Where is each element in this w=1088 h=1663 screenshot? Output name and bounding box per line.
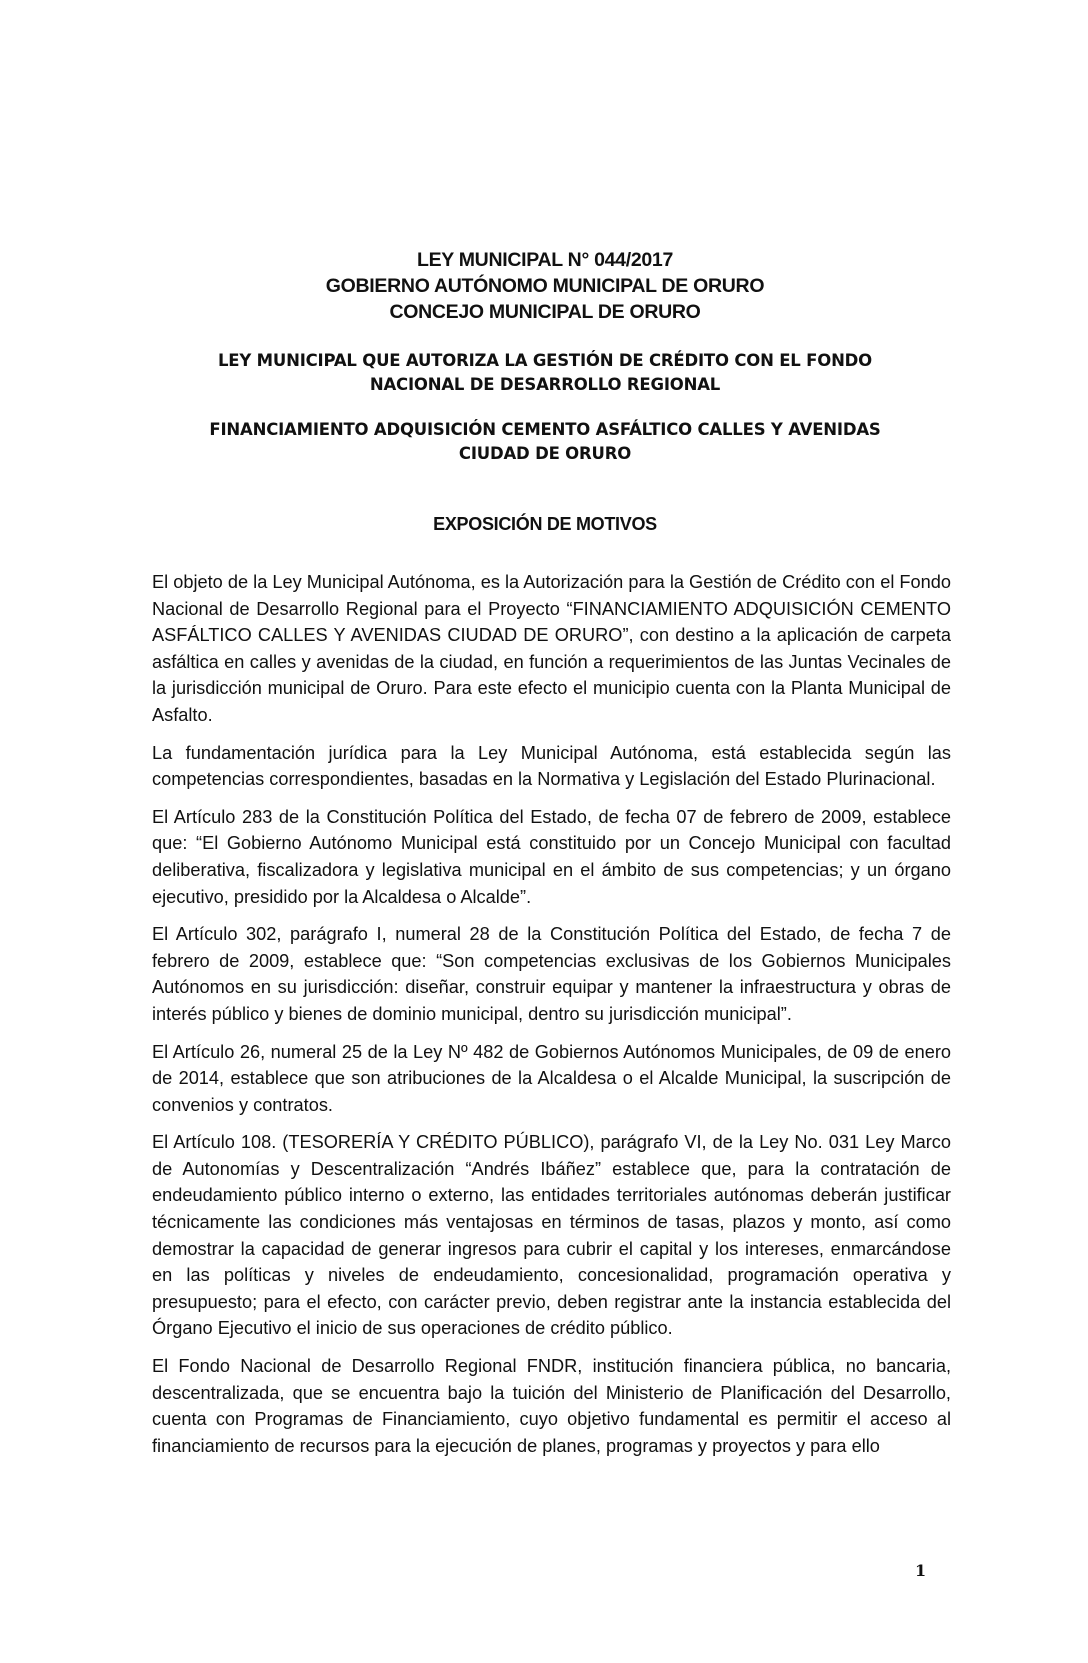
- law-title-line-1: LEY MUNICIPAL QUE AUTORIZA LA GESTIÓN DE CRÉDITO CON EL FONDO: [217, 351, 872, 370]
- paragraph: El Artículo 108. (TESORERÍA Y CRÉDITO PÚBLICO), parágrafo VI, de la Ley No. 031 Ley Marco de Autonomías y Descentralización “Andrés Ibáñez” establece que, para la contratación de endeudamiento público interno o externo, las entidades territoriales autónomas deberán justificar técnicamente las condiciones más ventajosas en términos de tasas, plazos y monto, así como demostrar la capacidad de generar ingresos para cubrir el capital y los intereses, enmarcándose en las políticas y niveles de endeudamiento, concesionalidad, programación operativa y presupuesto; para el efecto, con carácter previo, deben registrar ante la instancia establecida del Órgano Ejecutivo el inicio de sus operaciones de crédito público.: [152, 1132, 951, 1339]
- page-number: 1: [915, 1561, 927, 1580]
- paragraph: La fundamentación jurídica para la Ley Municipal Autónoma, está establecida según las competencias correspondientes, basadas en la Normativa y Legislación del Estado Plurinacional.: [152, 742, 951, 790]
- paragraph: El objeto de la Ley Municipal Autónoma, es la Autorización para la Gestión de Crédito con el Fondo Nacional de Desarrollo Regional para el Proyecto “FINANCIAMIENTO ADQUISICIÓN CEMENTO ASFÁLTICO CALLES Y AVENIDAS CIUDAD DE ORURO”, con destino a la aplicación de carpeta asfáltica en calles y avenidas de la ciudad, en función a requerimientos de las Juntas Vecinales de la jurisdicción municipal de Oruro. Para este efecto el municipio cuenta con la Planta Municipal de Asfalto.: [152, 572, 951, 725]
- paragraph: El Fondo Nacional de Desarrollo Regional FNDR, institución financiera pública, no bancaria, descentralizada, que se encuentra bajo la tuición del Ministerio de Planificación del Desarrollo, cuenta con Programas de Financiamiento, cuyo objetivo fundamental es permitir el acceso al financiamiento de recursos para la ejecución de planes, programas y proyectos y para ello: [152, 1356, 951, 1456]
- law-title-line-2: NACIONAL DE DESARROLLO REGIONAL: [369, 375, 721, 394]
- section-heading: EXPOSICIÓN DE MOTIVOS: [433, 514, 657, 534]
- document-body: [152, 569, 951, 1470]
- project-title: [140, 418, 950, 466]
- paragraph: El Artículo 302, parágrafo I, numeral 28 de la Constitución Política del Estado, de fecha 7 de febrero de 2009, establece que: “Son competencias exclusivas de los Gobiernos Municipales Autónomos en su jurisdicción: diseñar, construir equipar y mantener la infraestructura y obras de interés público y bienes de dominio municipal, dentro su jurisdicción municipal”.: [152, 924, 951, 1024]
- paragraph: El Artículo 26, numeral 25 de la Ley Nº 482 de Gobiernos Autónomos Municipales, de 09 de enero de 2014, establece que son atribuciones de la Alcaldesa o el Alcalde Municipal, la suscripción de convenios y contratos.: [152, 1041, 951, 1115]
- council-name: CONCEJO MUNICIPAL DE ORURO: [389, 301, 701, 323]
- law-number: LEY MUNICIPAL N° 044/2017: [416, 249, 674, 271]
- project-title-line-1: FINANCIAMIENTO ADQUISICIÓN CEMENTO ASFÁLTICO CALLES Y AVENIDAS: [209, 420, 881, 439]
- government-name: GOBIERNO AUTÓNOMO MUNICIPAL DE ORURO: [325, 275, 765, 297]
- project-title-line-2: CIUDAD DE ORURO: [458, 444, 632, 463]
- paragraph: El Artículo 283 de la Constitución Política del Estado, de fecha 07 de febrero de 2009, establece que: “El Gobierno Autónomo Municipal está constituido por un Concejo Municipal con facultad deliberativa, fiscalizadora y legislativa municipal en el ámbito de sus competencias; y un órgano ejecutivo, presidido por la Alcaldesa o Alcalde”.: [152, 806, 951, 907]
- law-title: [140, 349, 950, 397]
- document-header: [140, 247, 950, 325]
